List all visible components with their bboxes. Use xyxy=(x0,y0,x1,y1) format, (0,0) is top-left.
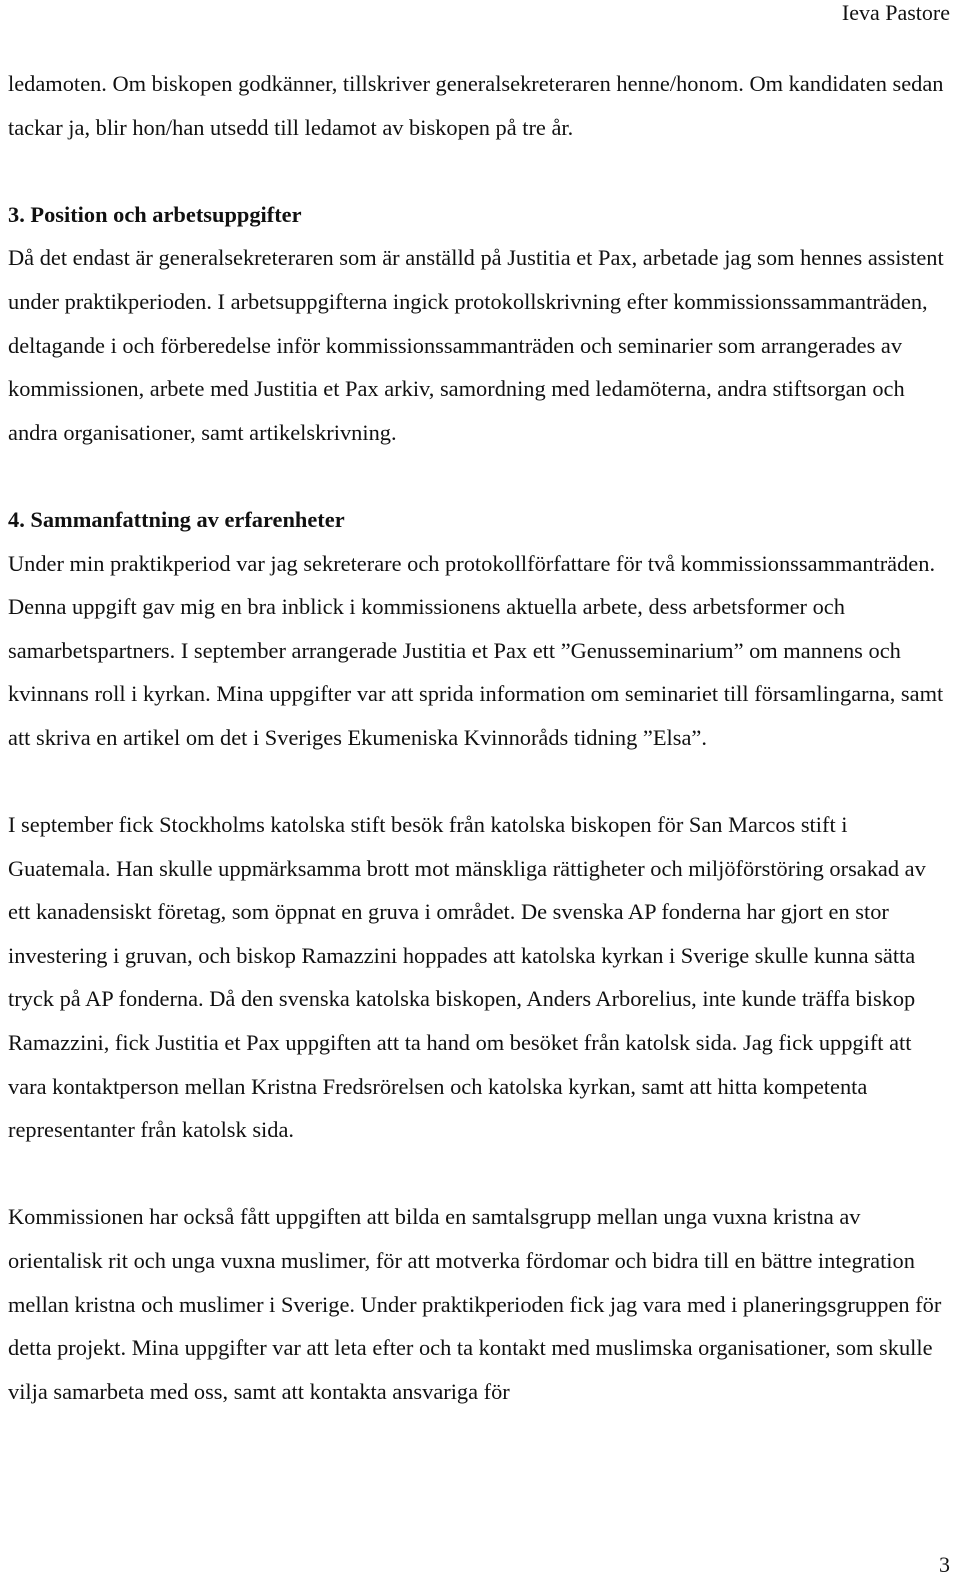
paragraph-gap xyxy=(8,454,952,498)
document-body xyxy=(8,62,952,1413)
section-3-heading: 3. Position och arbetsuppgifter xyxy=(8,201,302,227)
paragraph-gap xyxy=(8,760,952,804)
section-3-paragraph: Då det endast är generalsekreteraren som är anställd på Justitia et Pax, arbetade jag som hennes assistent under praktikperioden. I arbetsuppgifterna ingick protokollskrivning efter kommissionssammanträden, deltagande i och förberedelse inför kommissionssammanträden och seminarier som arrangerades av kommissionen, arbete med Justitia et Pax arkiv, samordning med ledamöterna, andra stiftsorgan och andra organisationer, samt artikelskrivning. xyxy=(8,245,944,445)
section-4-heading: 4. Sammanfattning av erfarenheter xyxy=(8,506,345,532)
section-4-paragraph-2: I september fick Stockholms katolska stift besök från katolska biskopen för San Marcos stift i Guatemala. Han skulle uppmärksamma brott mot mänskliga rättigheter och miljöförstöring orsakad av ett kanadensiskt företag, som öppnat en gruva i området. De svenska AP fonderna har gjort en stor investering i gruvan, och biskop Ramazzini hoppades att katolska kyrkan i Sverige skulle kunna sätta tryck på AP fonderna. Då den svenska katolska biskopen, Anders Arborelius, inte kunde träffa biskop Ramazzini, fick Justitia et Pax uppgiften att ta hand om besöket från katolsk sida. Jag fick uppgift att vara kontaktperson mellan Kristna Fredsrörelsen och katolska kyrkan, samt att hitta kompetenta representanter från katolsk sida. xyxy=(8,812,926,1143)
section-4-paragraph-3: Kommissionen har också fått uppgiften att bilda en samtalsgrupp mellan unga vuxna kristna av orientalisk rit och unga vuxna muslimer, för att motverka fördomar och bidra till en bättre integration mellan kristna och muslimer i Sverige. Under praktikperioden fick jag vara med i planeringsgruppen för detta projekt. Mina uppgifter var att leta efter och ta kontakt med muslimska organisationer, som skulle vilja samarbeta med oss, samt att kontakta ansvariga för xyxy=(8,1204,942,1404)
section-4-paragraph-1: Under min praktikperiod var jag sekreterare och protokollförfattare för två kommissionssammanträden. Denna uppgift gav mig en bra inblick i kommissionens aktuella arbete, dess arbetsformer och samarbetspartners. I september arrangerade Justitia et Pax ett ”Genusseminarium” om mannens och kvinnans roll i kyrkan. Mina uppgifter var att sprida information om seminariet till församlingarna, samt att skriva en artikel om det i Sveriges Ekumeniska Kvinnoråds tidning ”Elsa”. xyxy=(8,550,944,750)
paragraph-gap xyxy=(8,149,952,193)
paragraph-gap xyxy=(8,1152,952,1196)
page-number: 3 xyxy=(939,1552,950,1577)
intro-paragraph: ledamoten. Om biskopen godkänner, tillskriver generalsekreteraren henne/honom. Om kandidaten sedan tackar ja, blir hon/han utsedd till ledamot av biskopen på tre år. xyxy=(8,71,944,140)
page-header-author: Ieva Pastore xyxy=(841,0,950,25)
